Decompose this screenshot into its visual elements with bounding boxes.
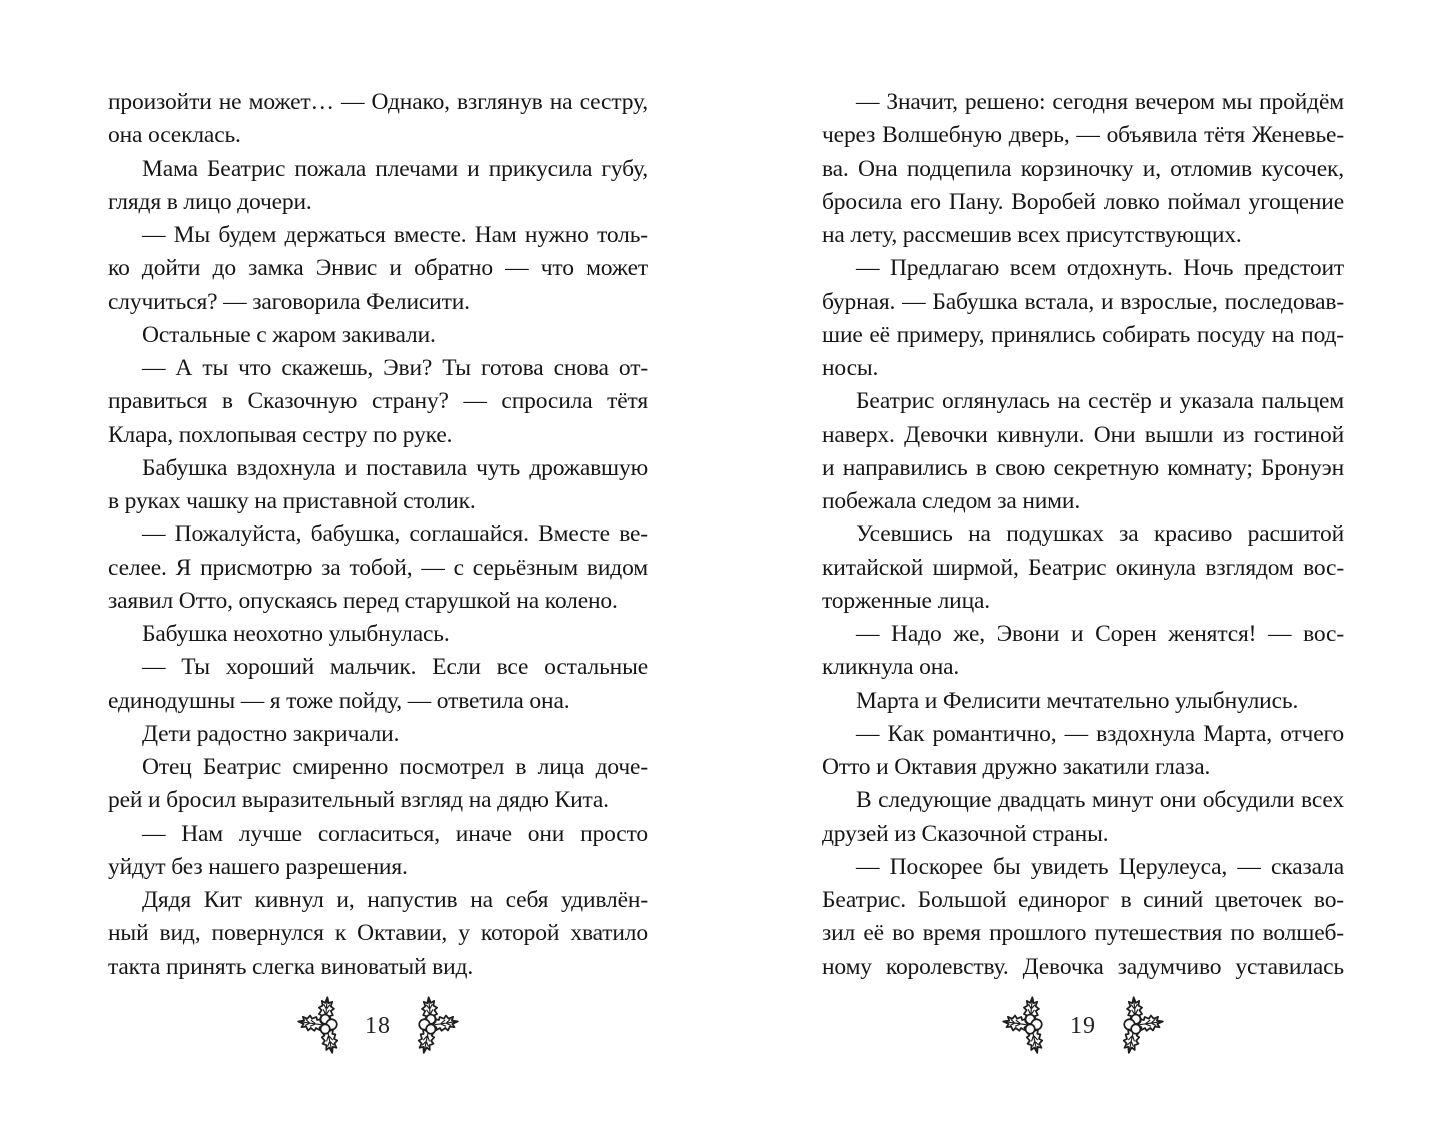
text-line: бросила его Пану. Воробей ловко поймал угощение	[822, 188, 1344, 215]
text-line: произойти не может… — Однако, взглянув на сестру,	[108, 89, 648, 115]
text-line: ному королевству. Девочка задумчиво уставилась	[822, 953, 1344, 980]
page-right-footer	[822, 988, 1344, 1062]
text-line: Беатрис оглянулась на сестёр и указала пальцем	[856, 388, 1344, 415]
text-line: — Ты хороший мальчик. Если все остальные	[142, 654, 648, 681]
text-line: Бабушка неохотно улыбнулась.	[142, 621, 450, 647]
text-line: такта принять слегка виноватый вид.	[108, 953, 474, 980]
text-line: В следующие двадцать минут они обсудили всех	[856, 787, 1344, 814]
text-line: заявил Отто, опускаясь перед старушкой на колено.	[108, 587, 618, 614]
text-line: Клара, похлопывая сестру по руке.	[108, 421, 453, 448]
text-line: — Значит, решено: сегодня вечером мы пройдём	[856, 89, 1344, 115]
text-line: Отто и Октавия дружно закатили глаза.	[822, 754, 1211, 780]
text-line: на лету, рассмешив всех присутствующих.	[822, 222, 1242, 248]
text-line: — Как романтично, — вздохнула Марта, отчего	[856, 720, 1344, 747]
text-line: наверх. Девочки кивнули. Они вышли из гостиной	[822, 421, 1344, 448]
text-line: ва. Она подцепила корзиночку и, отломив кусочек,	[822, 155, 1344, 182]
text-line: единодушны — я тоже пойду, — ответила она.	[108, 687, 570, 714]
text-line: Мама Беатрис пожала плечами и прикусила губу,	[142, 155, 648, 182]
text-line: Остальные с жаром закивали.	[142, 321, 436, 348]
text-line: — Предлагаю всем отдохнуть. Ночь предстоит	[856, 255, 1344, 282]
page-number-left: 18	[365, 1012, 391, 1039]
text-line: ко дойти до замка Энвис и обратно — что может	[108, 255, 648, 282]
text-line: случиться? — заговорила Фелисити.	[108, 288, 470, 315]
text-line: Усевшись на подушках за красиво расшитой	[856, 521, 1344, 548]
text-line: китайской ширмой, Беатрис окинула взглядом вос-	[822, 554, 1344, 581]
text-line: уйдут без нашего разрешения.	[108, 853, 408, 880]
page-left-footer	[108, 988, 648, 1062]
text-line: Дядя Кит кивнул и, напустив на себя удивлён-	[142, 887, 648, 913]
text-line: побежала следом за ними.	[822, 488, 1081, 514]
text-line: глядя в лицо дочери.	[108, 188, 312, 215]
text-line: — Поскорее бы увидеть Церулеуса, — сказала	[856, 853, 1344, 880]
text-line: Бабушка вздохнула и поставила чуть дрожавшую	[142, 454, 648, 481]
text-line: селее. Я присмотрю за тобой, — с серьёзным видом	[108, 554, 648, 581]
text-line: торженные лица.	[822, 587, 990, 614]
text-line: Отец Беатрис смиренно посмотрел в лица доче-	[142, 754, 648, 780]
text-line: Дети радостно закричали.	[142, 720, 400, 747]
text-line: рей и бросил выразительный взгляд на дядю Кита.	[108, 787, 609, 814]
text-line: — Нам лучше согласиться, иначе они просто	[142, 820, 648, 847]
text-line: шие её примеру, принялись собирать посуду на под-	[822, 321, 1344, 348]
text-line: кликнула она.	[822, 654, 960, 681]
holly-icon	[295, 996, 353, 1054]
text-line: носы.	[822, 355, 879, 381]
text-line: друзей из Сказочной страны.	[822, 820, 1109, 847]
text-line: через Волшебную дверь, — объявила тётя Женевье-	[822, 122, 1344, 149]
text-line: — Мы будем держаться вместе. Нам нужно толь-	[142, 222, 648, 248]
text-line: — Пожалуйста, бабушка, соглашайся. Вместе ве-	[142, 521, 648, 548]
holly-icon	[1108, 996, 1166, 1054]
page-right-text	[822, 86, 1344, 984]
text-line: зил её во время прошлого путешествия по волшеб-	[822, 920, 1344, 947]
text-line: ный вид, повернулся к Октавии, у которой хватило	[108, 920, 648, 947]
text-line: в руках чашку на приставной столик.	[108, 488, 476, 514]
text-line: — Надо же, Эвони и Сорен женятся! — вос-	[856, 621, 1344, 647]
text-line: Марта и Фелисити мечтательно улыбнулись.	[856, 687, 1299, 714]
page-left-text	[108, 86, 648, 984]
text-line: Беатрис. Большой единорог в синий цветочек во-	[822, 887, 1344, 913]
page-number-right: 19	[1070, 1012, 1096, 1039]
text-line: правиться в Сказочную страну? — спросила тётя	[108, 388, 648, 415]
holly-icon	[403, 996, 461, 1054]
text-line: бурная. — Бабушка встала, и взрослые, последовав-	[822, 288, 1344, 315]
text-line: — А ты что скажешь, Эви? Ты готова снова от-	[142, 355, 648, 381]
text-line: она осеклась.	[108, 122, 241, 149]
holly-icon	[1000, 996, 1058, 1054]
text-line: и направились в свою секретную комнату; Бронуэн	[822, 454, 1344, 481]
